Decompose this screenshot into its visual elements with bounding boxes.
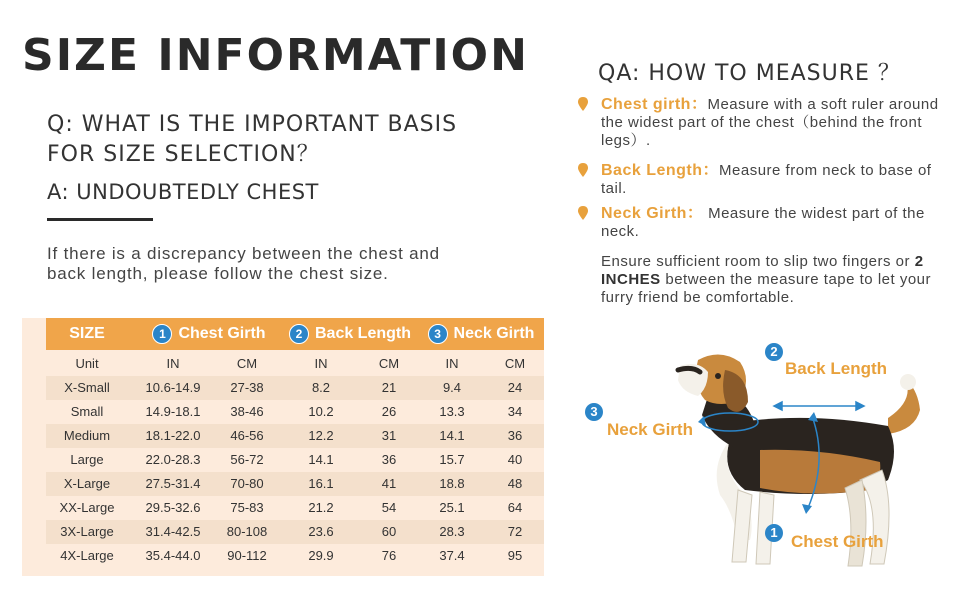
table-cell: 37.4 <box>439 548 465 563</box>
table-cell: 36 <box>381 452 397 467</box>
table-row <box>46 496 544 520</box>
measure-key-chest: Chest girth： <box>601 96 708 113</box>
size-label-cell: Large <box>70 452 104 467</box>
table-row <box>46 472 544 496</box>
answer-text: A: UNDOUBTEDLY CHEST <box>47 180 319 204</box>
measure-text-chest: Measure with a soft ruler around the widest part of the chest（behind the front legs）. <box>601 96 939 149</box>
measure-key-neck: Neck Girth： <box>601 205 704 222</box>
measure-item-back <box>601 162 951 198</box>
table-cell: 15.7 <box>439 452 465 467</box>
header-chest-label: Chest Girth <box>178 325 266 342</box>
header-neck-label: Neck Girth <box>453 325 535 342</box>
table-cell: 64 <box>507 500 523 515</box>
table-cell: 18.8 <box>439 476 465 491</box>
table-row <box>46 400 544 424</box>
question-text: Q: WHAT IS THE IMPORTANT BASIS FOR SIZE SELECTION？ <box>47 112 458 167</box>
table-cell: 31 <box>381 428 397 443</box>
measure-key-back: Back Length： <box>601 162 720 179</box>
unit-row <box>46 352 544 376</box>
table-cell: 34 <box>507 404 523 419</box>
dog-measurement-illustration <box>570 330 960 580</box>
table-cell: 60 <box>381 524 397 539</box>
table-cell: CM <box>504 356 526 371</box>
size-label-cell: 4X-Large <box>60 548 114 563</box>
divider <box>47 218 153 221</box>
size-label-cell: XX-Large <box>59 500 115 515</box>
location-pin-icon <box>578 163 588 177</box>
table-cell: 14.1 <box>308 452 334 467</box>
measure-item-chest <box>601 96 951 150</box>
table-cell: IN <box>166 356 180 371</box>
table-cell: 14.9-18.1 <box>145 404 201 419</box>
table-cell: 27.5-31.4 <box>145 476 201 491</box>
size-label-cell: 3X-Large <box>60 524 114 539</box>
table-cell: 14.1 <box>439 428 465 443</box>
table-cell: 76 <box>381 548 397 563</box>
chest-girth-badge: 1 <box>765 524 783 542</box>
table-cell: 31.4-42.5 <box>145 524 201 539</box>
table-cell: 90-112 <box>227 548 267 563</box>
table-cell: 18.1-22.0 <box>145 428 201 443</box>
table-cell: IN <box>314 356 328 371</box>
header-chest <box>134 318 284 350</box>
table-cell: 24 <box>507 380 523 395</box>
size-label-cell: X-Large <box>63 476 111 491</box>
fit-tip-before: Ensure sufficient room to slip two fingers or <box>601 253 915 270</box>
table-cell: 41 <box>381 476 397 491</box>
back-number-badge: 2 <box>289 324 309 344</box>
table-cell: 95 <box>507 548 523 563</box>
table-cell: 70-80 <box>230 476 264 491</box>
measure-text-neck: Measure the widest part of the neck. <box>601 205 925 240</box>
table-cell: 75-83 <box>230 500 264 515</box>
table-cell: 26 <box>381 404 397 419</box>
chest-girth-label: Chest Girth <box>791 532 884 551</box>
back-length-label: Back Length <box>785 359 888 378</box>
size-label-cell: X-Small <box>64 380 110 395</box>
table-cell: 21.2 <box>308 500 334 515</box>
table-cell: 72 <box>507 524 523 539</box>
table-cell: 29.5-32.6 <box>145 500 201 515</box>
fit-tip-bold: 2 INCHES <box>601 253 924 288</box>
table-cell: 10.6-14.9 <box>145 380 201 395</box>
table-cell: 56-72 <box>230 452 264 467</box>
neck-number-badge: 3 <box>428 324 448 344</box>
table-cell: CM <box>236 356 258 371</box>
page-title: SIZE INFORMATION <box>22 30 529 81</box>
size-label-cell: Small <box>70 404 104 419</box>
table-cell: 38-46 <box>230 404 264 419</box>
table-cell: 23.6 <box>308 524 334 539</box>
chest-number-badge: 1 <box>152 324 172 344</box>
size-table <box>22 318 544 576</box>
table-cell: 25.1 <box>439 500 465 515</box>
location-pin-icon <box>578 206 588 220</box>
header-neck <box>418 318 544 350</box>
neck-girth-badge: 3 <box>585 403 603 421</box>
table-cell: 80-108 <box>226 524 268 539</box>
neck-girth-label: Neck Girth <box>607 420 693 439</box>
table-header <box>46 318 544 350</box>
table-cell: 40 <box>507 452 523 467</box>
table-cell: 48 <box>507 476 523 491</box>
measure-title: QA: HOW TO MEASURE ？ <box>598 61 901 86</box>
table-row <box>46 544 544 568</box>
measure-text-back: Measure from neck to base of tail. <box>601 162 932 197</box>
measure-item-neck <box>601 205 951 241</box>
table-row <box>46 424 544 448</box>
fit-tip-after: between the measure tape to let your furry friend be comfortable. <box>601 271 932 306</box>
table-cell: 54 <box>381 500 397 515</box>
table-cell: CM <box>378 356 400 371</box>
table-row <box>46 520 544 544</box>
table-row <box>46 448 544 472</box>
table-cell: 13.3 <box>439 404 465 419</box>
table-row <box>46 376 544 400</box>
table-cell: 36 <box>507 428 523 443</box>
back-length-badge: 2 <box>765 343 783 361</box>
size-label-cell: Unit <box>75 356 99 371</box>
table-cell: 16.1 <box>308 476 334 491</box>
location-pin-icon <box>578 97 588 111</box>
table-cell: 8.2 <box>311 380 331 395</box>
header-back <box>282 318 418 350</box>
back-length-arrow <box>774 402 864 410</box>
table-cell: 9.4 <box>442 380 462 395</box>
table-cell: 27-38 <box>230 380 264 395</box>
header-back-label: Back Length <box>314 325 411 342</box>
table-cell: 46-56 <box>230 428 264 443</box>
table-cell: 28.3 <box>439 524 465 539</box>
header-size: SIZE <box>69 325 105 342</box>
table-cell: IN <box>445 356 459 371</box>
note-text: If there is a discrepancy between the chest and back length, please follow the chest size. <box>47 244 440 283</box>
table-cell: 35.4-44.0 <box>145 548 201 563</box>
table-cell: 21 <box>381 380 397 395</box>
size-label-cell: Medium <box>63 428 111 443</box>
table-cell: 22.0-28.3 <box>145 452 201 467</box>
fit-tip-text <box>601 253 951 307</box>
table-cell: 12.2 <box>308 428 334 443</box>
table-cell: 29.9 <box>308 548 334 563</box>
table-cell: 10.2 <box>308 404 334 419</box>
